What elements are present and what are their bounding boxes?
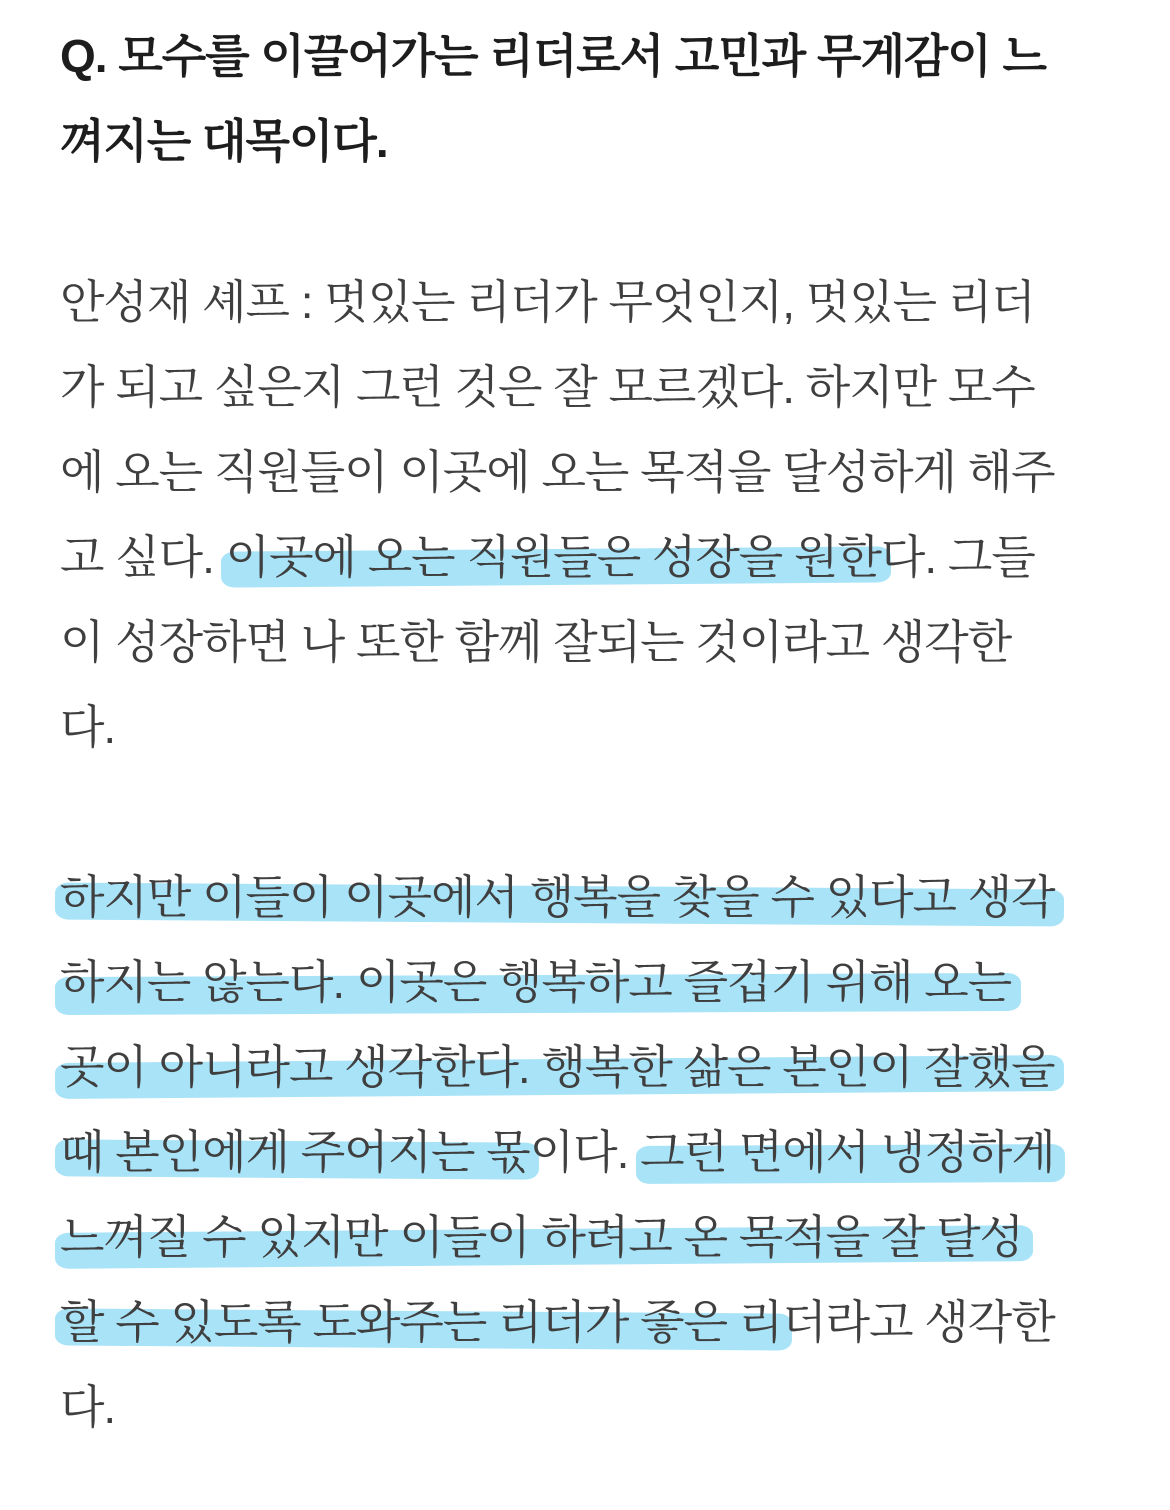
text-line: [60, 855, 1134, 940]
text-line: [60, 345, 1134, 430]
text-line: [60, 940, 1134, 1025]
text-segment: 이 성장하면 나 또한 함께 잘되는 것이라고 생각한: [60, 616, 1012, 668]
text-line: [60, 1280, 1134, 1365]
highlighted-text: 느껴질 수 있지만 이들이 하려고 온 목적을 잘 달성: [60, 1211, 1023, 1263]
text-segment: 이다.: [529, 1126, 641, 1178]
highlighted-text: 하지는 않는다. 이곳은 행복하고 즐겁기 위해 오는: [60, 956, 1012, 1008]
highlighted-text: 하지만 이들이 이곳에서 행복을 찾을 수 있다고 생각: [60, 871, 1055, 923]
text-segment: 가 되고 싶은지 그런 것은 잘 모르겠다. 하지만 모수: [60, 361, 1035, 413]
answer-section: [60, 260, 1134, 1450]
text-line: [60, 515, 1134, 600]
text-line: [60, 1365, 1134, 1450]
question-line: 껴지는 대목이다.: [60, 115, 388, 167]
highlighted-text: 이곳에 오는 직원들은 성장을 원한: [225, 531, 881, 583]
text-line: [60, 260, 1134, 345]
text-segment: 고 싶다.: [60, 531, 226, 583]
text-segment: 안성재 셰프 : 멋있는 리더가 무엇인지, 멋있는 리더: [60, 276, 1035, 328]
text-line: [60, 1110, 1134, 1195]
text-line: [60, 430, 1134, 515]
answer-paragraph: [60, 855, 1134, 1450]
text-line: [60, 685, 1134, 770]
highlighted-text: 할 수 있도록 도와주는 리더가 좋은 리: [60, 1296, 783, 1348]
question-heading: [60, 14, 1134, 184]
text-segment: 에 오는 직원들이 이곳에 오는 목적을 달성하게 해주: [60, 446, 1055, 498]
highlighted-text: 때 본인에게 주어지는 몫: [60, 1126, 530, 1178]
text-segment: 다. 그들: [880, 531, 1035, 583]
text-segment: 다.: [60, 701, 116, 753]
text-segment: 다.: [60, 1381, 116, 1433]
highlighted-text: 곳이 아니라고 생각한다. 행복한 삶은 본인이 잘했을: [60, 1041, 1055, 1093]
question-line: Q. 모수를 이끌어가는 리더로서 고민과 무게감이 느: [60, 30, 1046, 82]
highlighted-text: 그런 면에서 냉정하게: [640, 1126, 1055, 1178]
text-line: [60, 600, 1134, 685]
text-line: [60, 1195, 1134, 1280]
answer-paragraph: [60, 260, 1134, 770]
text-segment: 더라고 생각한: [782, 1296, 1055, 1348]
text-line: [60, 1025, 1134, 1110]
